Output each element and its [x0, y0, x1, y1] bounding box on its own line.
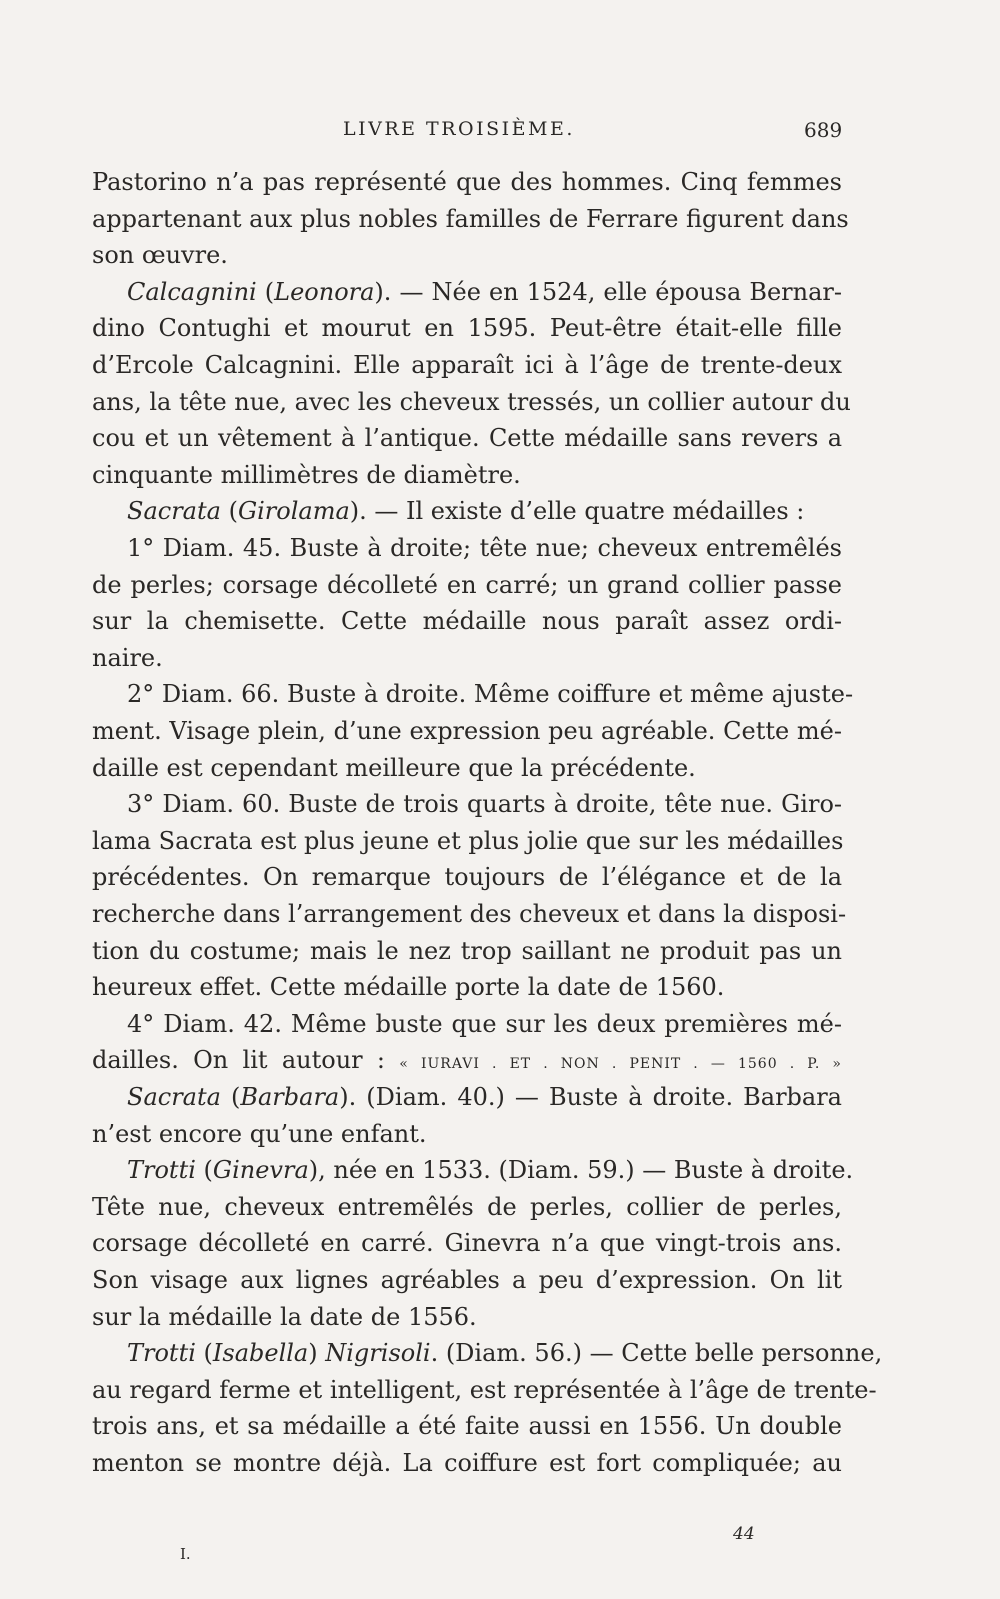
text-line [127, 1335, 883, 1371]
italic-name: Leonora [274, 278, 375, 306]
text-line: 2° Diam. 66. Buste à droite. Même coiffure et même ajuste- [127, 680, 854, 708]
text-run: ( [195, 1339, 213, 1367]
text-line: heureux effet. Cette médaille porte la date de 1560. [92, 973, 725, 1001]
text-run: dailles. On lit autour : [92, 1046, 400, 1074]
italic-name: Trotti [127, 1339, 196, 1367]
text-line: 3° Diam. 60. Buste de trois quarts à droite, tête nue. Giro- [127, 790, 842, 818]
text-line: tion du costume; mais le nez trop saillant ne produit pas un [92, 937, 842, 965]
text-line [127, 493, 842, 529]
text-line: au regard ferme et intelligent, est représentée à l’âge de trente- [92, 1376, 877, 1404]
text-run: ( [220, 497, 238, 525]
text-run: ( [220, 1083, 241, 1111]
text-line: recherche dans l’arrangement des cheveux et dans la disposi- [92, 900, 847, 928]
italic-name: Girolama [237, 497, 350, 525]
volume-mark: I. [180, 1545, 191, 1563]
text-run: ( [195, 1156, 213, 1184]
italic-name: Barbara [240, 1083, 340, 1111]
text-run: ( [256, 278, 275, 306]
running-title: LIVRE TROISIÈME. [343, 118, 575, 140]
italic-name: Sacrata [127, 497, 221, 525]
text-line [127, 1152, 854, 1188]
text-line: ans, la tête nue, avec les cheveux tressés, un collier autour du [92, 388, 851, 416]
text-line: naire. [92, 644, 163, 672]
italic-name: Nigrisoli [325, 1339, 431, 1367]
signature-mark: 44 [733, 1524, 755, 1544]
medal-inscription: « IURAVI . ET . NON . PENIT . — 1560 . P. » [399, 1056, 842, 1072]
text-line: Tête nue, cheveux entremêlés de perles, collier de perles, [92, 1193, 842, 1221]
text-line: sur la médaille la date de 1556. [92, 1303, 477, 1331]
text-run: ), née en 1533. (Diam. 59.) — Buste à droite. [308, 1156, 854, 1184]
text-line [92, 1042, 842, 1078]
italic-name: Isabella [212, 1339, 309, 1367]
text-line: 4° Diam. 42. Même buste que sur les deux premières mé- [127, 1010, 842, 1038]
italic-name: Sacrata [127, 1083, 221, 1111]
italic-name: Trotti [127, 1156, 196, 1184]
text-line: ment. Visage plein, d’une expression peu agréable. Cette mé- [92, 717, 842, 745]
text-run: ) [308, 1339, 326, 1367]
text-run: . (Diam. 56.) — Cette belle personne, [430, 1339, 883, 1367]
text-run: ). (Diam. 40.) — Buste à droite. Barbara [339, 1083, 842, 1111]
text-line: trois ans, et sa médaille a été faite aussi en 1556. Un double [92, 1412, 842, 1440]
text-line: 1° Diam. 45. Buste à droite; tête nue; cheveux entremêlés [127, 534, 842, 562]
text-run: ). — Née en 1524, elle épousa Bernar- [374, 278, 842, 306]
running-header [0, 118, 1000, 148]
text-run: ). — Il existe d’elle quatre médailles : [349, 497, 805, 525]
text-line: d’Ercole Calcagnini. Elle apparaît ici à l’âge de trente-deux [92, 351, 842, 379]
italic-name: Calcagnini [127, 278, 257, 306]
text-line [127, 1079, 842, 1115]
text-line: de perles; corsage décolleté en carré; un grand collier passe [92, 571, 842, 599]
text-line: son œuvre. [92, 241, 228, 269]
text-line: sur la chemisette. Cette médaille nous paraît assez ordi- [92, 607, 842, 635]
text-line: dino Contughi et mourut en 1595. Peut-être était-elle fille [92, 314, 842, 342]
text-line: Son visage aux lignes agréables a peu d’expression. On lit [92, 1266, 842, 1294]
italic-name: Ginevra [212, 1156, 309, 1184]
text-line: appartenant aux plus nobles familles de Ferrare figurent dans [92, 205, 849, 233]
page-number: 689 [804, 118, 843, 142]
text-line: corsage décolleté en carré. Ginevra n’a que vingt-trois ans. [92, 1229, 842, 1257]
text-line: n’est encore qu’une enfant. [92, 1120, 427, 1148]
text-line: cou et un vêtement à l’antique. Cette médaille sans revers a [92, 424, 842, 452]
text-line [127, 274, 842, 310]
text-line: menton se montre déjà. La coiffure est fort compliquée; au [92, 1449, 842, 1477]
text-line: cinquante millimètres de diamètre. [92, 461, 521, 489]
text-line: Pastorino n’a pas représenté que des hommes. Cinq femmes [92, 168, 842, 196]
text-line: daille est cependant meilleure que la précédente. [92, 754, 696, 782]
text-line: précédentes. On remarque toujours de l’élégance et de la [92, 863, 842, 891]
text-line: lama Sacrata est plus jeune et plus jolie que sur les médailles [92, 827, 844, 855]
